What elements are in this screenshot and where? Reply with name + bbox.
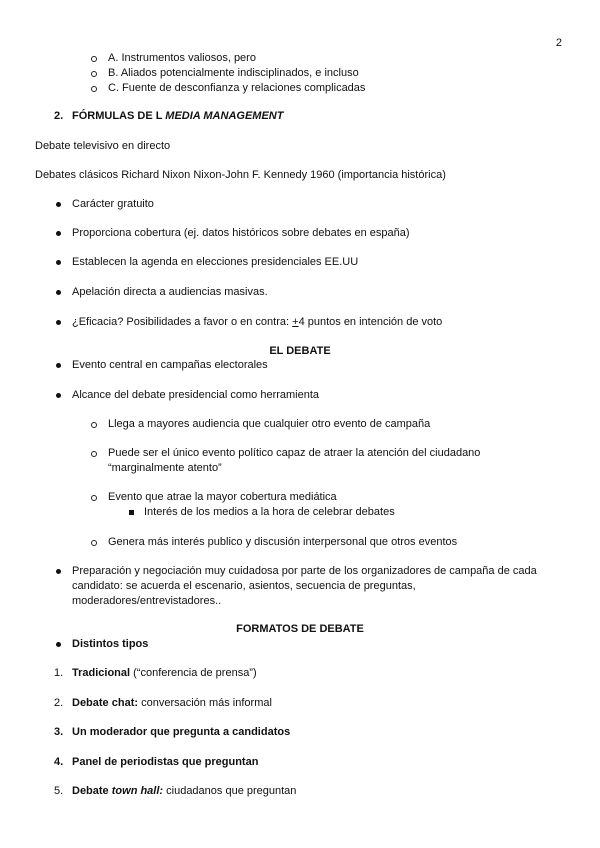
heading-el-debate: EL DEBATE: [269, 345, 331, 357]
paragraph: Debates clásicos Richard Nixon Nixon-John F. Kennedy 1960 (importancia histórica): [35, 169, 446, 181]
hollow-bullet-icon: [91, 56, 97, 62]
list-number: 4.: [54, 756, 64, 768]
bullet-icon: [56, 642, 61, 647]
list-number: 2.: [54, 697, 64, 709]
list-item: Distintos tipos: [72, 638, 149, 650]
format-item-bold: Debate: [72, 785, 112, 797]
list-item: Genera más interés publico y discusión interpersonal que otros eventos: [108, 536, 458, 548]
list-item: Preparación y negociación muy cuidadosa por parte de los organizadores de campaña de cada: [72, 565, 537, 577]
paragraph: Debate televisivo en directo: [35, 140, 171, 152]
list-item: Evento que atrae la mayor cobertura mediática: [108, 491, 337, 503]
format-item-bold: Un moderador que pregunta a candidatos: [72, 726, 291, 738]
list-item: Interés de los medios a la hora de celebrar debates: [144, 506, 395, 518]
efficacy-suffix: 4 puntos en intención de voto: [298, 316, 443, 328]
format-item-rest: conversación más informal: [138, 697, 272, 709]
bullet-icon: [56, 260, 61, 265]
format-item: [72, 666, 257, 680]
list-item: C. Fuente de desconfianza y relaciones complicadas: [108, 82, 366, 94]
format-item-bold: Debate chat:: [72, 697, 139, 709]
plus-minus-sign: +: [292, 316, 299, 328]
format-item-rest: (“conferencia de prensa”): [130, 667, 257, 679]
hollow-bullet-icon: [91, 495, 97, 501]
list-item: [72, 315, 442, 329]
format-item: [72, 755, 258, 769]
list-item: Proporciona cobertura (ej. datos históricos sobre debates en españa): [72, 227, 410, 239]
list-item: Puede ser el único evento político capaz de atraer la atención del ciudadano: [108, 447, 481, 459]
hollow-bullet-icon: [91, 540, 97, 546]
section-number: 2.: [54, 110, 64, 122]
list-item: Apelación directa a audiencias masivas.: [72, 286, 268, 298]
format-item-rest: ciudadanos que preguntan: [163, 785, 297, 797]
format-item: [72, 696, 272, 710]
list-item-continuation: candidato: se acuerda el escenario, asientos, secuencia de preguntas,: [72, 580, 416, 592]
heading-formatos: FORMATOS DE DEBATE: [236, 623, 364, 635]
list-number: 3.: [54, 726, 64, 738]
hollow-bullet-icon: [91, 71, 97, 77]
list-number: 5.: [54, 785, 64, 797]
bullet-icon: [56, 231, 61, 236]
list-item: B. Aliados potencialmente indisciplinados, e incluso: [108, 67, 359, 79]
list-item-continuation: moderadores/entrevistadores..: [72, 595, 222, 607]
efficacy-prefix: ¿Eficacia? Posibilidades a favor o en contra:: [72, 316, 293, 328]
section-heading-italic: MEDIA MANAGEMENT: [165, 110, 284, 122]
section-heading: [72, 109, 283, 123]
bullet-icon: [56, 363, 61, 368]
hollow-bullet-icon: [91, 86, 97, 92]
list-item: Establecen la agenda en elecciones presidenciales EE.UU: [72, 256, 359, 268]
bullet-icon: [56, 202, 61, 207]
bullet-icon: [56, 569, 61, 574]
format-item-bold: Tradicional: [72, 667, 131, 679]
format-item-bold-italic: town hall:: [111, 785, 164, 797]
list-item: Llega a mayores audiencia que cualquier otro evento de campaña: [108, 418, 431, 430]
page-number: 2: [555, 37, 562, 49]
section-heading-prefix: FÓRMULAS DE L: [72, 110, 166, 122]
bullet-icon: [56, 393, 61, 398]
list-item: Carácter gratuito: [72, 198, 154, 210]
format-item-bold: Panel de periodistas que preguntan: [72, 756, 259, 768]
format-item: [72, 725, 290, 739]
format-item: [72, 784, 296, 798]
hollow-bullet-icon: [91, 451, 97, 457]
list-item: A. Instrumentos valiosos, pero: [108, 52, 256, 64]
list-item: Evento central en campañas electorales: [72, 359, 268, 371]
bullet-icon: [56, 320, 61, 325]
bullet-icon: [56, 290, 61, 295]
square-bullet-icon: [129, 510, 134, 515]
list-item: Alcance del debate presidencial como herramienta: [72, 389, 320, 401]
hollow-bullet-icon: [91, 422, 97, 428]
list-number: 1.: [54, 667, 64, 679]
list-item-continuation: “marginalmente atento”: [108, 462, 222, 474]
